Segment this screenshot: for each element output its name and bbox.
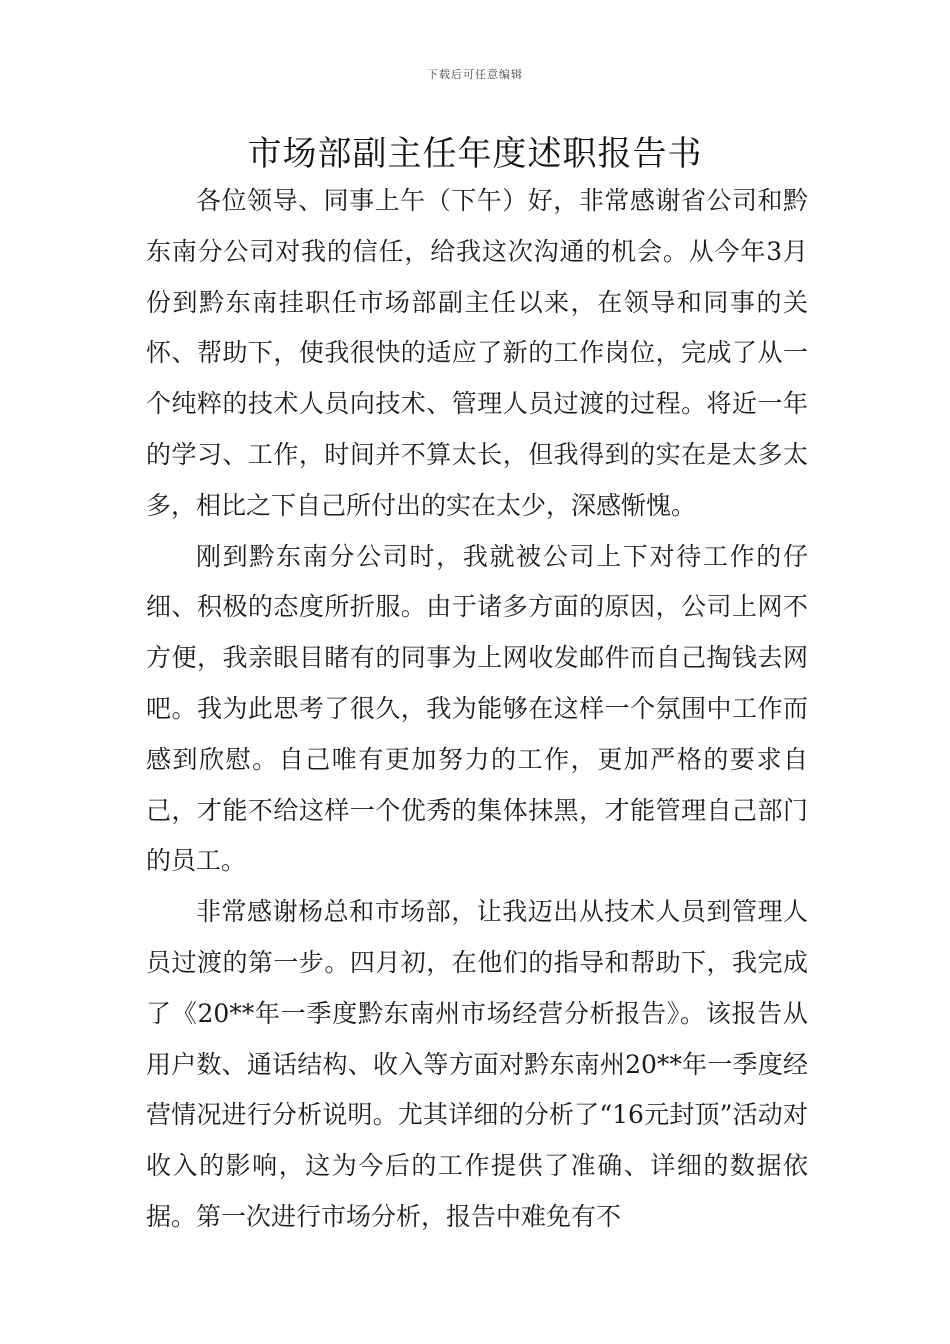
paragraph-1: 各位领导、同事上午（下午）好，非常感谢省公司和黔东南分公司对我的信任，给我这次沟通的机会。从今年3月份到黔东南挂职任市场部副主任以来，在领导和同事的关怀、帮助下，使我很快的适应了新的工作岗位，完成了从一个纯粹的技术人员向技术、管理人员过渡的过程。将近一年的学习、工作，时间并不算太长，但我得到的实在是太多太多，相比之下自己所付出的实在太少，深感惭愧。 [146,186,808,520]
document-title: 市场部副主任年度述职报告书 [247,134,703,174]
document-body [146,176,808,1243]
paragraph-3: 非常感谢杨总和市场部，让我迈出从技术人员到管理人员过渡的第一步。四月初，在他们的指导和帮助下，我完成了《20**年一季度黔东南州市场经营分析报告》。该报告从用户数、通话结构、收入等方面对黔东南州20**年一季度经营情况进行分析说明。尤其详细的分析了“16元封顶”活动对收入的影响，这为今后的工作提供了准确、详细的数据依据。第一次进行市场分析，报告中难免有不 [146,897,808,1231]
header-note: 下载后可任意编辑 [427,68,523,81]
paragraph-2: 刚到黔东南分公司时，我就被公司上下对待工作的仔细、积极的态度所折服。由于诸多方面的原因，公司上网不方便，我亲眼目睹有的同事为上网收发邮件而自己掏钱去网吧。我为此思考了很久，我为能够在这样一个氛围中工作而感到欣慰。自己唯有更加努力的工作，更加严格的要求自己，才能不给这样一个优秀的集体抹黑，才能管理自己部门的员工。 [146,541,808,876]
